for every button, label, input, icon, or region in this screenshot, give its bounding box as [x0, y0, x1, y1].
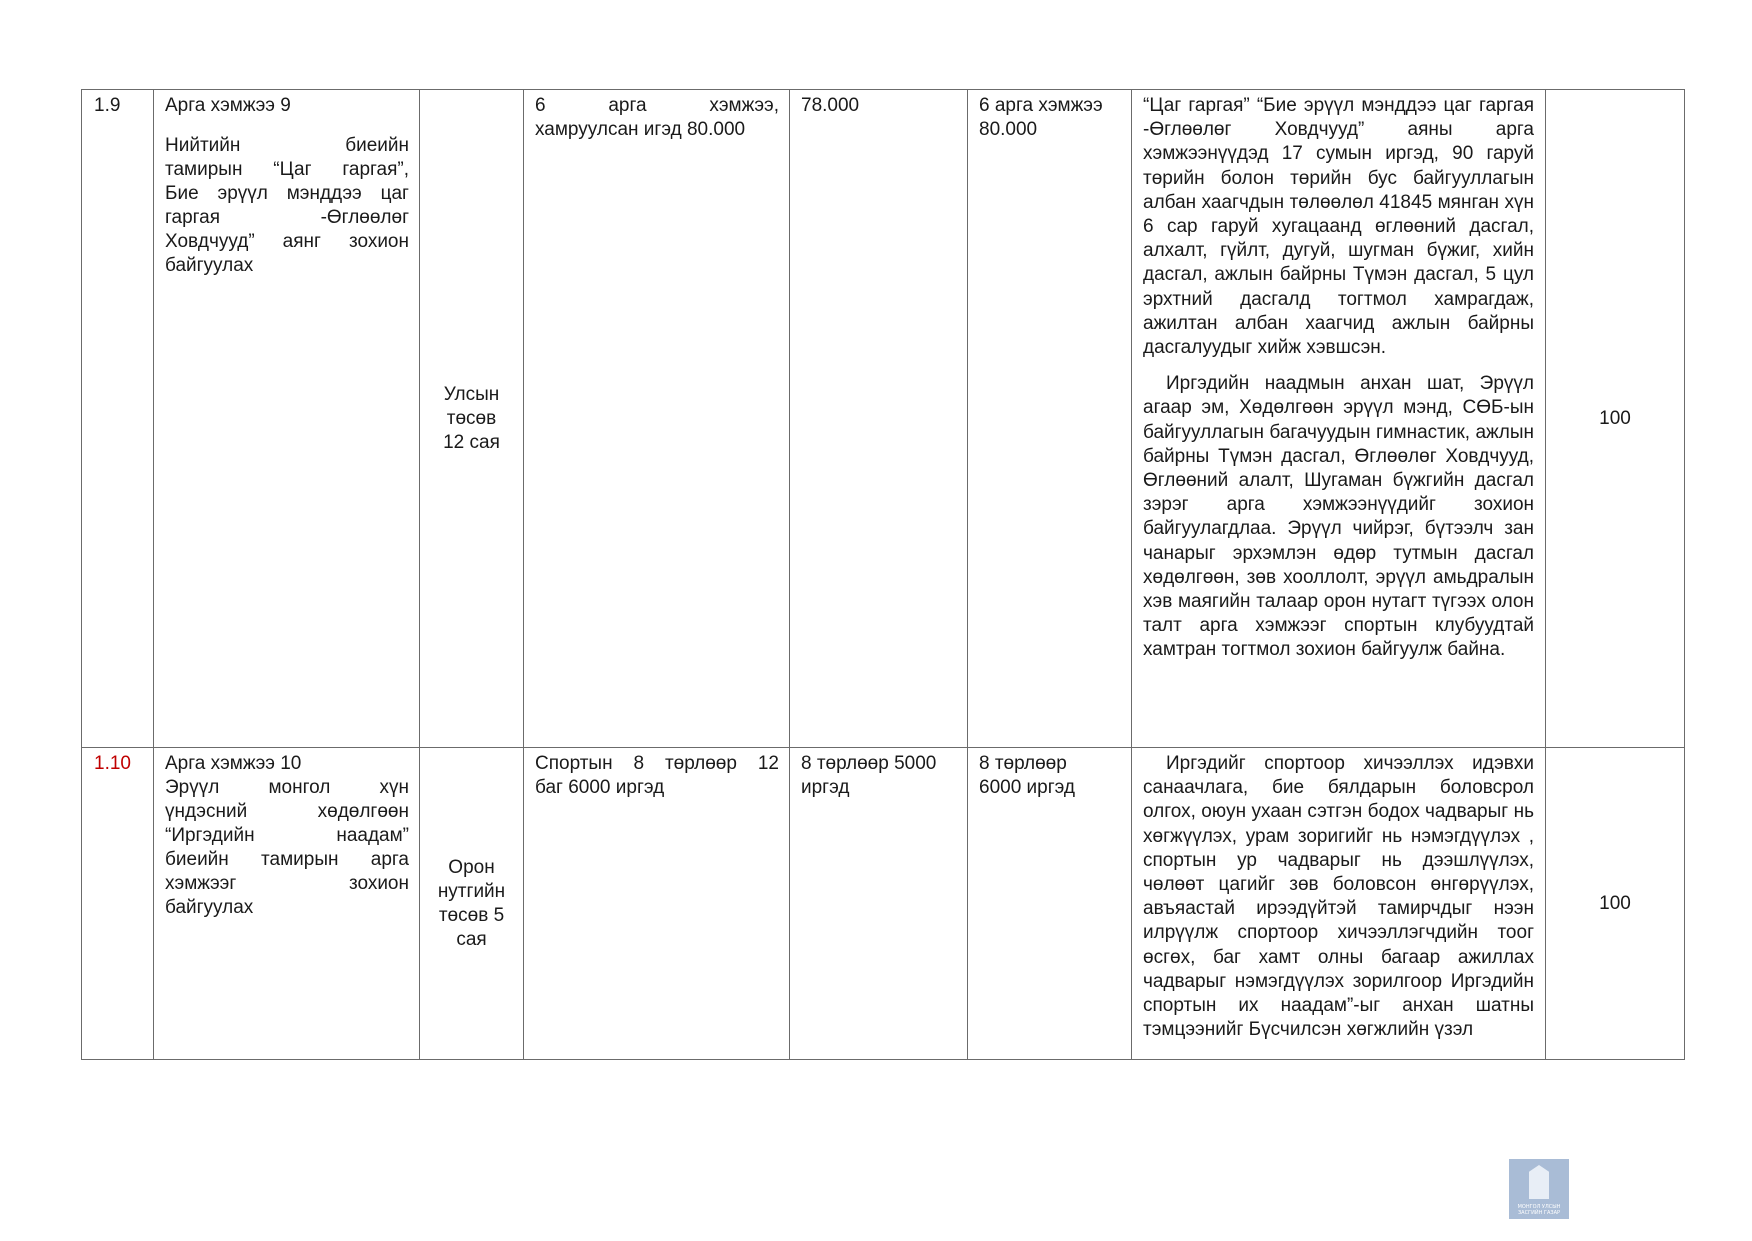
planned-line: 6000 иргэд: [979, 777, 1076, 798]
budget-line: төсөв 5: [438, 904, 505, 926]
activity-desc-line: гаргая -Өглөөлөг: [165, 207, 409, 228]
target-line: Спортын 8 төрлөөр 12: [535, 753, 779, 774]
result-paragraph: Иргэдийн наадмын анхан шат, Эрүүл агаар эм, Хөдөлгөөн эрүүл мэнд, СӨБ-ын байгууллагын багачуудын гимнастик, ажлын байрны Түмэн дасгал, Өглөөлөг Ховдчууд, Өглөөний алалт, Шугаман бүжгийн дасгал зэрэг арга хэмжээнүүдийг зохион байгуулагдлаа. Эрүүл чийрэг, бүтээлч зан чанарыг эрхэмлэн өдөр тутмын дасгал хөдөлгөөн, зөв хооллолт, эрүүл амьдралын хэв маягийн талаар орон нутагт түгээх олон талт арга хэмжээг спортын клубуудтай хамтран тогтмол зохион байгуулж байна.: [1143, 373, 1534, 661]
activity-desc-line: Нийтийн биеийн: [165, 135, 409, 156]
target-cell: [524, 90, 790, 748]
target-line: баг 6000 иргэд: [535, 777, 665, 798]
table-row: [82, 90, 1685, 748]
target-line: 6 арга хэмжээ,: [535, 95, 779, 116]
budget-line: төсөв: [446, 407, 497, 429]
activity-desc-line: байгуулах: [165, 255, 254, 276]
budget-cell: [420, 90, 524, 748]
budget-cell: [420, 748, 524, 1060]
budget-line: 12 сая: [443, 431, 500, 453]
activity-cell: [154, 90, 420, 748]
baseline-value: 78.000: [801, 95, 860, 116]
activity-desc-line: хэмжээг зохион: [165, 873, 409, 894]
activity-desc-line: Эрүүл монгол хүн: [165, 777, 409, 798]
activity-title: Арга хэмжээ 10: [165, 753, 302, 774]
activity-desc-line: байгуулах: [165, 897, 254, 918]
baseline-line: иргэд: [801, 777, 850, 798]
activity-cell: [154, 748, 420, 1060]
budget-line: Улсын: [443, 383, 500, 405]
baseline-cell: [790, 90, 968, 748]
activities-table: [81, 89, 1685, 1060]
baseline-cell: [790, 748, 968, 1060]
emblem-mark: [1529, 1165, 1549, 1199]
activity-desc-line: “Иргэдийн наадам”: [165, 825, 409, 846]
result-paragraph: Иргэдийг спортоор хичээллэх идэвхи санаачлага, бие бялдарын боловсрол олгох, оюун ухаан сэтгэн бодох чадварыг нь хөгжүүлэх, урам зоригийг нь нэмэгдүүлэх , спортын ур чадварыг нь дээшлүүлэх, чөлөөт цагийг зөв боловсон өнгөрүүлэх, авъяастай ирээдүйтэй тамирчдыг нээн илрүүлж спортоор хичээллэгчдийн тоог өсгөх, баг хамт олны багаар ажиллах чадварыг нэмэгдүүлэх зорилгоор Иргэдийн спортын их наадам”-ыг анхан шатны тэмцээнийг Бүсчилсэн хөгжлийн үзэл: [1143, 753, 1534, 1041]
activity-desc-line: Ховдчууд” аянг зохион: [165, 231, 409, 252]
activity-desc-line: Бие эрүүл мэнддээ цаг: [165, 183, 409, 204]
score-value: 100: [1599, 407, 1631, 429]
row-number: 1.9: [82, 90, 154, 748]
activity-desc-line: биеийн тамирын арга: [165, 849, 409, 870]
score-cell: [1546, 90, 1685, 748]
table-row: [82, 748, 1685, 1060]
government-emblem-icon: [1509, 1159, 1569, 1219]
score-value: 100: [1599, 892, 1631, 914]
result-paragraph: “Цаг гаргая” “Бие эрүүл мэнддээ цаг гаргая -Өглөөлөг Ховдчууд” аяны арга хэмжээнүүдэд 17 сумын иргэд, 90 гаруй төрийн болон төрийн бус байгууллагын албан хаагчдын төлөөлөл 41845 мянган хүн 6 сар гаруй хугацаанд өглөөний дасгал, алхалт, гүйлт, дугуй, шугман бүжиг, хийн дасгал, ажлын байрны Түмэн дасгал, 5 цул эрхтний дасгалд тогтмол хамрагдаж, ажилтан албан хаагчид ажлын байрны дасгалуудыг хийж хэвшсэн.: [1143, 95, 1534, 359]
planned-line: 6 арга хэмжээ: [979, 95, 1103, 116]
planned-cell: [968, 90, 1132, 748]
planned-line: 80.000: [979, 119, 1038, 140]
budget-line: Орон: [448, 856, 495, 878]
result-cell: [1132, 90, 1546, 748]
score-cell: [1546, 748, 1685, 1060]
target-line: хамруулсан игэд 80.000: [535, 119, 746, 140]
emblem-caption: МОНГОЛ УЛСЫН ЗАСГИЙН ГАЗАР: [1517, 1204, 1561, 1216]
budget-line: нутгийн: [437, 880, 506, 902]
activity-desc-line: үндэсний хөдөлгөөн: [165, 801, 409, 822]
activity-desc-line: тамирын “Цаг гаргая”,: [165, 159, 409, 180]
planned-cell: [968, 748, 1132, 1060]
row-number: 1.10: [82, 748, 154, 1060]
budget-line: сая: [456, 928, 487, 950]
result-cell: [1132, 748, 1546, 1060]
activity-title: Арга хэмжээ 9: [165, 95, 291, 116]
planned-line: 8 төрлөөр: [979, 753, 1067, 774]
baseline-line: 8 төрлөөр 5000: [801, 753, 937, 774]
target-cell: [524, 748, 790, 1060]
